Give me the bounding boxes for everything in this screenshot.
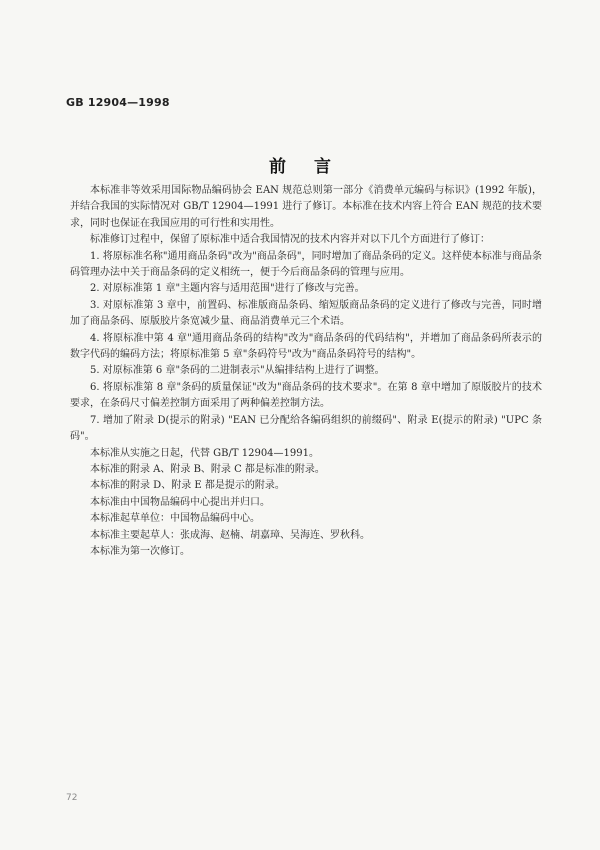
standard-code: GB 12904—1998 bbox=[66, 96, 170, 109]
paragraph-replacement: 本标准从实施之日起，代替 GB/T 12904—1991。 bbox=[90, 447, 319, 459]
body-text bbox=[70, 183, 542, 560]
paragraph-revision-2: 2. 对原标准第 1 章"主题内容与适用范围"进行了修改与完善。 bbox=[90, 283, 365, 295]
paragraph-revision-3: 3. 对原标准第 3 章中，前置码、标准版商品条码、缩短版商品条码的定义进行了修改与完善，同时增加了商品条码、原版胶片条宽减少量、商品消费单元三个术语。 bbox=[70, 299, 542, 328]
paragraph-revision-7: 7. 增加了附录 D(提示的附录) "EAN 已分配给各编码组织的前缀码"、附录 E(提示的附录) "UPC 条码"。 bbox=[70, 414, 542, 443]
paragraph-revision-4: 4. 将原标准中第 4 章"通用商品条码的结构"改为"商品条码的代码结构"，并增加了商品条码所表示的数字代码的编码方法；将原标准第 5 章"条码符号"改为"商品条码符号的结构"。 bbox=[70, 332, 542, 361]
paragraph-drafting-unit: 本标准起草单位：中国物品编码中心。 bbox=[90, 513, 260, 525]
paragraph-informative-annexes: 本标准的附录 D、附录 E 都是提示的附录。 bbox=[90, 480, 285, 492]
paragraph-proposer: 本标准由中国物品编码中心提出并归口。 bbox=[90, 496, 270, 508]
paragraph-revision-1: 1. 将原标准名称"通用商品条码"改为"商品条码"，同时增加了商品条码的定义。这样使本标准与商品条码管理办法中关于商品条码的定义相统一，便于今后商品条码的管理与应用。 bbox=[70, 250, 542, 279]
paragraph-revision-5: 5. 对原标准第 6 章"条码的二进制表示"从编排结构上进行了调整。 bbox=[90, 365, 385, 377]
paragraph-normative-annexes: 本标准的附录 A、附录 B、附录 C 都是标准的附录。 bbox=[90, 463, 325, 475]
paragraph-intro: 本标准非等效采用国际物品编码协会 EAN 规范总则第一部分《消费单元编码与标识》(1992 年版)，并结合我国的实际情况对 GB/T 12904—1991 进行了修订。本标准在技术内容上符合 EAN 规范的技术要求，同时也保证在我国应用的可行性和实用性。 bbox=[70, 185, 542, 229]
paragraph-revision-6: 6. 将原标准第 8 章"条码的质量保证"改为"商品条码的技术要求"。在第 8 章中增加了原版胶片的技术要求，在条码尺寸偏差控制方面采用了两种偏差控制方法。 bbox=[70, 381, 542, 410]
paragraph-revision-overview: 标准修订过程中，保留了原标准中适合我国情况的技术内容并对以下几个方面进行了修订： bbox=[90, 234, 490, 246]
page-number: 72 bbox=[66, 793, 78, 803]
page-title: 前言 bbox=[269, 157, 359, 177]
paragraph-drafters: 本标准主要起草人：张成海、赵楠、胡嘉璋、吴海连、罗秋科。 bbox=[90, 529, 370, 541]
paragraph-first-revision: 本标准为第一次修订。 bbox=[90, 545, 190, 557]
